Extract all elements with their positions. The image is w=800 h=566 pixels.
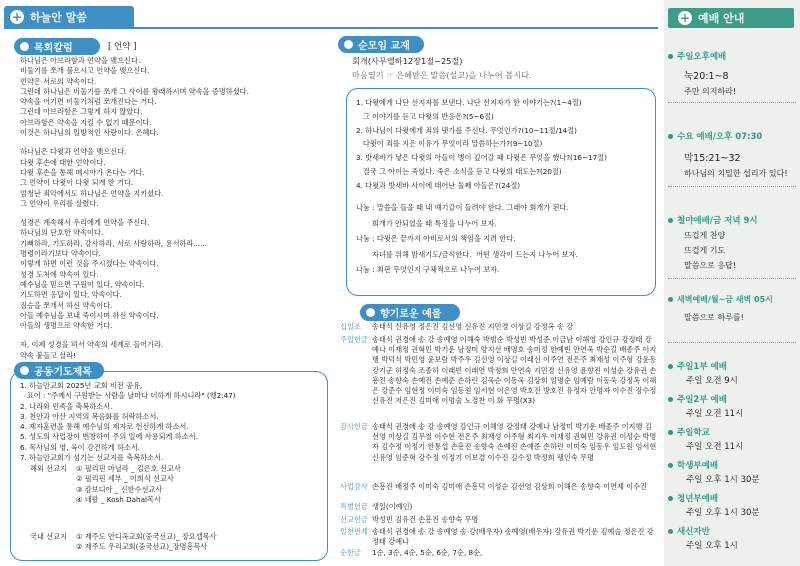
offering-heading: [360, 304, 460, 321]
sermon-line: 기도하면 응답이 있다, 약속이다.: [20, 290, 122, 300]
service-time: 주일 오전 9시: [686, 376, 738, 386]
question-item: 결국 그 아이는 죽었다. 죽은 소식을 듣고 다윗의 태도는?(20절): [356, 166, 562, 176]
friday-title-text: 철야예배/금 저녁 9시: [677, 216, 758, 226]
offering-row: [340, 422, 658, 463]
prayer-item: 2. 나라와 민족을 축복하소서.: [20, 401, 113, 411]
sermon-line: 성경은 계속해서 우리에게 언약을 주신다.: [20, 218, 150, 228]
question-item: 그 이야기를 듣고 다윗의 반응은?(5~6절): [356, 111, 494, 121]
offering-names: 생일(이예인): [372, 502, 413, 511]
small-group-subtitle: 마음열기 ☞ 은혜받은 말씀(설교)을 나누어 봅시다.: [352, 70, 532, 80]
header-divider: [4, 27, 658, 29]
sermon-line: 이렇게 하면 이런 것을 주시겠다는 약속이다.: [20, 259, 159, 269]
bullet-icon: [20, 366, 29, 375]
header-tab: [4, 6, 134, 28]
offering-names: 송태식 권경애 송 강 송예영 강인규 이해영 강정태 강예나 남정미 박기운 배종주 이지행 김선영 이상길 김무철 이수현 전은주 최재성 이주형 최지우 이재정 권혁민 강유권 이성순 박명자 김수정 이정기 한통섭 손흥진 송향숙 손예진 손예준 손하린 이미숙 임동우 임도원 임서현 신유영 임준혁 강수정 이정기 이보겸 이수진 김수정 박정희 팽인숙 무명: [372, 422, 657, 462]
sidebar-title: 예배 안내: [698, 12, 745, 25]
share-item: 자녀를 위해 밤새기도/금식한다. 어떤 생각이 드는지 나누어 보자.: [356, 249, 578, 259]
sermon-line: 하나님은 다윗과 언약을 맺으신다.: [20, 147, 127, 157]
sermon-line: 그런데 하나님은 비둘기를 쪼개 그 사이를 왕래하시며 약속을 증명하셨다.: [20, 86, 249, 96]
mission-item: ④ 네팔 _ Kosh Dahal목사: [76, 494, 161, 504]
divider: [668, 342, 796, 343]
offering-names: 손흥진 배정주 이미숙 김미애 손흥덕 이성순 김선영 김상희 이해은 송향숙 이연제 이수진: [372, 482, 648, 491]
sunday-afternoon-verse: 눅20:1~8: [684, 71, 729, 82]
friday-line: 뜨겁게 찬양: [684, 231, 726, 240]
sermon-line: 그런데 아브라함은 그렇게 하지 않았다.: [20, 107, 143, 117]
question-item: 2. 하나님이 다윗에게 죄의 댓가를 주신다. 무엇인가?(10~11절/14절): [356, 125, 577, 135]
friday-line: 뜨겁게 기도: [684, 246, 726, 255]
sermon-line: 명령이라기보다 약속이다.: [20, 249, 101, 259]
mission-item: ③ 캄보디아 _ 신한수선교사: [76, 484, 163, 494]
service-time: 주일 오후 1시 30분: [686, 508, 760, 518]
offering-label: 주일헌금: [340, 335, 368, 344]
service-title: [668, 393, 727, 405]
sermon-line: 기뻐하라, 기도하라, 감사하라, 서로 사랑하라, 용서하라......: [20, 238, 208, 248]
service-title: [668, 492, 718, 504]
service-title-text: 학생부예배: [677, 461, 719, 471]
sunday-afternoon-title-text: 주일오후예배: [677, 52, 727, 62]
sermon-line: 짐승을 쪼개서 하신 약속이다.: [20, 300, 113, 310]
sermon-heading-text: 목회칼럼: [34, 43, 73, 54]
questions-list: [356, 96, 652, 193]
bullet-icon: [20, 42, 29, 51]
offering-row: [340, 548, 658, 558]
sermon-line: 약속 붙들고 살라!: [20, 350, 77, 360]
offering-row: [340, 502, 658, 512]
share-item: 나눔 : 말씀을 들을 때 내 얘기같이 들려야 한다. 그래야 회개가 된다.: [356, 203, 569, 212]
sermon-line: 성경 도처에 약속이 있다.: [20, 269, 99, 279]
prayer-list: [20, 381, 325, 463]
sermon-line: 언약은 서로의 약속이다.: [20, 76, 97, 86]
prayer-item: 6. 목사님의 영, 육이 강건하게 하소서.: [20, 442, 141, 452]
missions-overseas-label: 해외 선교지: [30, 464, 68, 473]
sermon-line: 아들의 생명으로 약속한 거다.: [20, 321, 113, 331]
sunday-afternoon-title: [668, 50, 726, 62]
question-item: 3. 밧세바가 낳은 다윗의 아들이 병이 깊어갈 때 다윗은 무엇을 했나?(16~17절): [356, 153, 607, 163]
dawn-title: [668, 294, 773, 305]
offering-names: 송태식 신유영 정은진 김선영 신유진 지민경 이상길 강정옥 송 강: [372, 322, 574, 331]
offering-names: 1순, 3순, 4순, 5순, 6순, 7순, 8순,: [372, 548, 483, 557]
offering-label: 십일조: [340, 322, 361, 331]
wednesday-verse: 막15:21~32: [684, 153, 741, 164]
bullet-icon: [668, 496, 673, 501]
small-group-heading: [338, 36, 424, 53]
sermon-line: 하나님은 아브라함과 언약을 맺으신다.: [20, 56, 141, 65]
sermon-line: 하나님의 단호한 약속이다.: [20, 228, 104, 238]
bullet-icon: [344, 40, 353, 49]
friday-title: [668, 214, 758, 226]
prayer-item: 3. 천안과 아산 지역의 복음화를 허락하소서.: [20, 411, 159, 421]
service-time: 주일 오전 11시: [686, 442, 744, 452]
sermon-line: [20, 138, 330, 147]
wednesday-title: [668, 130, 762, 142]
dawn-title-text: 새벽예배/월~금 새벽 05시: [677, 295, 773, 304]
offering-row: [340, 322, 658, 332]
bullet-icon: [668, 54, 673, 59]
offering-label: 순한금: [340, 548, 361, 557]
sermon-line: [20, 209, 330, 218]
sermon-line: 엄청난 죄악에서도 하나님은 언약을 지키셨다.: [20, 188, 164, 198]
share-item: 나눔 : 다윗은 끝까지 아비로서의 책임을 지려 한다.: [356, 234, 516, 243]
offering-names: 송태식 권경애 송 강 송예영 이해숙 박범순 박성빈 박성준 이금남 이해영 강인규 강정태 강예나 이재정 권혁민 박기운 남정미 양지선 배명호 송미정 한예빈 안연옥 박순길 배종주 이지행 박덕식 박민영 윤보람 박주우 김선영 이상길 이래선 이주연 전은주 최재성 이주형 강윤동 강기군 허정숙 조종하 이래빈 이래연 박정희 안연숙 지민경 신유영 윤향진 이성순 강유권 손흥진 송향숙 손예진 손예준 손하린 김욱순 이동욱 김상희 임명순 임예람 이동욱 강정옥 이해은 강준수 임현정 이미숙 임동원 임서현 이은영 박호진 방호진 유정자 안명자 이수진 장수정 신유진 저은진 김미애 이명술 노경찬 이 화 무명(X3): [372, 335, 657, 406]
missions-overseas-list: [76, 464, 326, 505]
sermon-line: 이것은 하나님의 일방적인 사랑이다. 은혜다.: [20, 128, 159, 138]
question-item: 1. 다윗에게 나단 선지자를 보낸다. 나단 선지자가 한 이야기는?(1~4절): [356, 98, 582, 107]
sermon-subtitle: [ 언약 ]: [108, 42, 137, 52]
prayer-heading-text: 공동기도제목: [34, 367, 92, 378]
question-item: 4. 다윗과 밧세바 사이에 태어난 둘째 아들은?(24절): [356, 180, 521, 190]
sermon-line: 예수님을 믿으면 구원이 있다, 약속이다.: [20, 279, 145, 289]
small-group-heading-text: 순모임 교재: [358, 41, 410, 52]
mission-item: ② 제주도 우리교회(중국선교)_장명흥목사: [76, 542, 208, 552]
prayer-item: 4. 제자훈련을 통해 예수님의 제자로 헌신하게 하소서.: [20, 422, 189, 432]
dawn-desc: 말씀으로 하루를!: [684, 313, 744, 322]
share-item: 회개가 안되었을 때 특징을 나누어 보자.: [356, 218, 497, 228]
offering-row: [340, 527, 658, 547]
sermon-line: 아들 예수님을 보내 죽이시며 하신 약속이다.: [20, 310, 159, 320]
sermon-line: 아브라함은 약속을 지킬 수 없기 때문이다.: [20, 117, 152, 127]
share-item: 나눔 : 최판 무엇인지 구체적으로 나누어 보자.: [356, 265, 500, 274]
wednesday-title-text: 수요 예배/오후 07:30: [677, 132, 763, 142]
sermon-line: 비둘기를 쪼개 불으시고 언약을 맺으신다.: [20, 66, 150, 76]
service-title-text: 청년부예배: [677, 494, 719, 504]
bullet-icon: [668, 218, 673, 223]
bullet-icon: [668, 529, 673, 534]
bullet-icon: [668, 463, 673, 468]
offering-names: 박성빈 김유건 손흥진 송향숙 무명: [372, 515, 479, 524]
divider: [668, 278, 796, 279]
sermon-line: 그 언약이 우리를 살렸다.: [20, 198, 99, 208]
service-title-text: 주일1부 예배: [677, 362, 727, 372]
sidebar: [664, 0, 800, 566]
sermon-line: 자, 이제 성경을 펴서 약속의 세계로 들어가라.: [20, 340, 164, 350]
prayer-item: 표어 : "주께서 구원받는 사람을 날마다 더하게 하시니라" (행2:47): [20, 391, 236, 401]
service-title: [668, 360, 727, 372]
bullet-icon: [668, 297, 673, 302]
bullet-icon: [366, 308, 375, 317]
service-title: [668, 525, 710, 537]
sermon-line: [20, 331, 330, 340]
share-list: [356, 200, 652, 278]
friday-line: 말씀으로 응답!: [684, 261, 737, 270]
mission-item: ① 제주도 안디옥교회(중국선교)_ 장요셉목사: [76, 532, 217, 541]
offering-heading-text: 향기로운 예물: [380, 309, 442, 320]
sermon-line: 다윗 후손에 대한 언약이다.: [20, 157, 106, 167]
offering-label: 선교헌금: [340, 515, 368, 524]
offering-row: [340, 335, 658, 406]
service-time: 주일 오전 11시: [686, 409, 744, 419]
wednesday-desc: 하나님의 치밀한 섭리가 있다!: [684, 169, 788, 178]
sermon-line: 다윗 후손을 통해 메시아가 온다는 거다.: [20, 167, 145, 177]
missions-domestic-list: [76, 532, 326, 553]
offering-label: 사업감사: [340, 482, 368, 491]
sermon-body: [20, 56, 330, 361]
prayer-item: 7. 하늘안교회가 섬기는 선교지를 축복하소서.: [20, 453, 164, 463]
offering-row: [340, 482, 658, 492]
sidebar-header: [668, 8, 794, 28]
sermon-heading: [14, 38, 100, 55]
question-item: 다윗이 죄를 지은 이유가 무엇이라 말씀하는가?(9~10절): [356, 139, 543, 149]
mission-item: ① 필리핀 마닐라 _ 김은호 선교사: [76, 464, 181, 473]
plus-icon: +: [679, 11, 691, 25]
missions-domestic-label: 국내 선교지: [30, 532, 68, 541]
mission-item: ② 필리핀 세부 _ 이희석 선교사: [76, 474, 174, 484]
plus-icon: +: [11, 10, 23, 24]
service-title: [668, 459, 718, 471]
small-group-title: 회개(사무엘하12장1절~25절): [352, 56, 463, 66]
offering-names: 송태식 권경애 송 강 송예영 송 강(배우자) 송예영(배우자) 강유권 박기운 김예슬 정은진 강정태 강예나: [372, 527, 654, 547]
sermon-line: 약속을 어기면 비둘기처럼 쪼개진다는 거다.: [20, 97, 157, 107]
service-title: [668, 426, 710, 438]
header-title: 하늘안 말씀: [30, 11, 87, 24]
service-time: 주일 오후 1시: [686, 541, 738, 551]
service-time: 주일 오후 1시 30분: [686, 475, 760, 485]
prayer-item: 5. 성도의 사업장이 번창하여 주의 일에 사용되게 하소서.: [20, 432, 198, 442]
bullet-icon: [668, 397, 673, 402]
offering-label: 감사헌금: [340, 422, 368, 431]
bullet-icon: [668, 430, 673, 435]
prayer-item: 1. 하늘안교회 2025년 교회 비전 공유,: [20, 381, 143, 390]
sunday-afternoon-desc: 주만 의지하라!: [684, 87, 737, 96]
bullet-icon: [668, 134, 673, 139]
divider: [668, 186, 796, 187]
bullet-icon: [668, 364, 673, 369]
service-title-text: 주일2부 예배: [677, 395, 727, 405]
divider: [668, 102, 796, 103]
prayer-heading: [14, 362, 104, 379]
offering-label: 특별헌금: [340, 502, 368, 511]
service-title-text: 새신자반: [677, 527, 710, 537]
sermon-line: 그 언약이 다윗이 다윗 되게 한 거다.: [20, 178, 134, 188]
offering-label: 일천번제: [340, 527, 368, 536]
service-title-text: 주일학교: [677, 428, 710, 438]
offering-row: [340, 515, 658, 525]
